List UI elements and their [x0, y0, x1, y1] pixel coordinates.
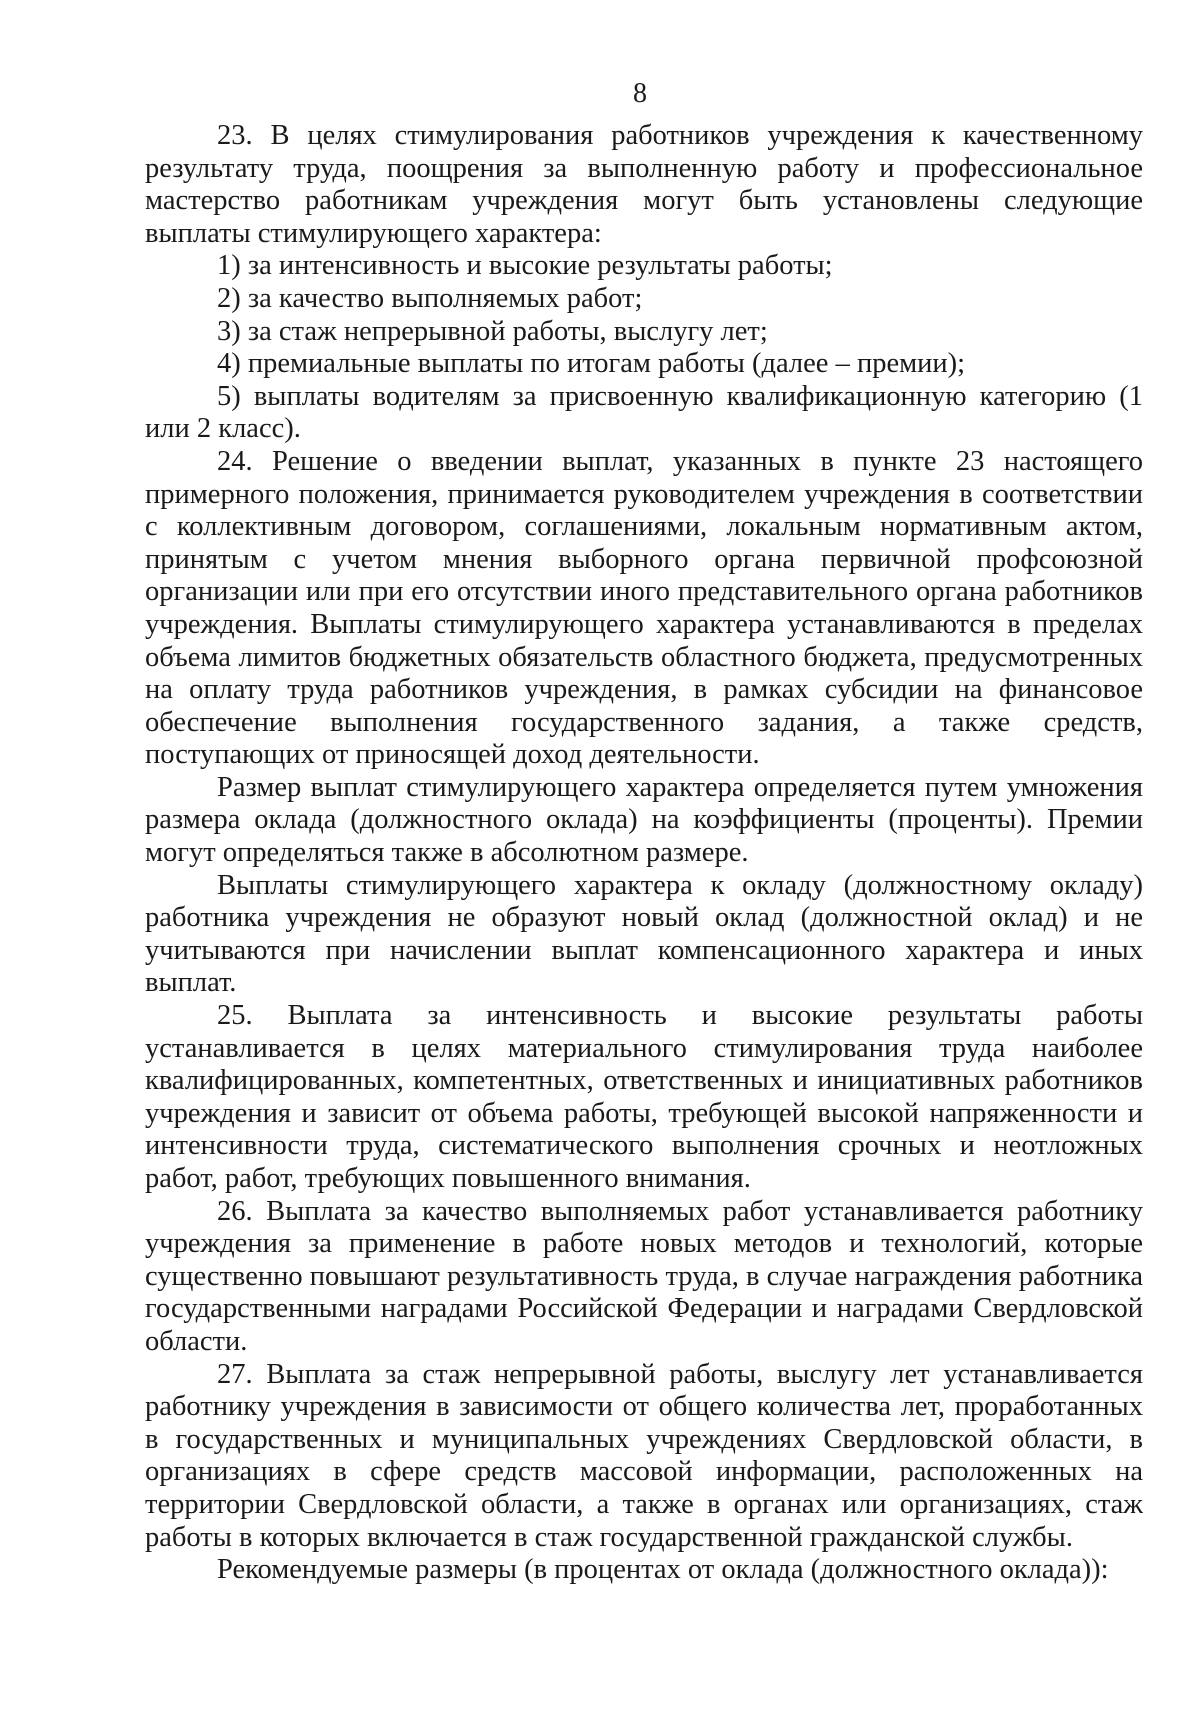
paragraph-27: 27. Выплата за стаж непрерывной работы, выслугу лет устанавливается работнику учреждения в зависимости от общего количества лет, проработанных в государственных и муниципальных учреждениях Свердловской области, в организациях в сфере средств массовой информации, расположенных на территории Свердловской области, а также в органах или организациях, стаж работы в которых включается в стаж государственной гражданской службы.	[145, 1358, 1143, 1553]
list-item-5: 5) выплаты водителям за присвоенную квалификационную категорию (1 или 2 класс).	[145, 380, 1143, 445]
paragraph-recommended-sizes: Рекомендуемые размеры (в процентах от оклада (должностного оклада)):	[217, 1554, 1109, 1586]
list-item-3: 3) за стаж непрерывной работы, выслугу лет;	[217, 315, 768, 347]
paragraph-size-of-payments: Размер выплат стимулирующего характера определяется путем умножения размера оклада (должностного оклада) на коэффициенты (проценты). Премии могут определяться также в абсолютном размере.	[145, 771, 1143, 869]
list-item-2: 2) за качество выполняемых работ;	[217, 282, 643, 314]
list-item-1: 1) за интенсивность и высокие результаты работы;	[217, 250, 833, 282]
paragraph-24: 24. Решение о введении выплат, указанных в пункте 23 настоящего примерного положения, принимается руководителем учреждения в соответствии с коллективным договором, соглашениями, локальным нормативным актом, принятым с учетом мнения выборного органа первичной профсоюзной организации или при его отсутствии иного представительного органа работников учреждения. Выплаты стимулирующего характера устанавливаются в пределах объема лимитов бюджетных обязательств областного бюджета, предусмотренных на оплату труда работников учреждения, в рамках субсидии на финансовое обеспечение выполнения государственного задания, а также средств, поступающих от приносящей доход деятельности.	[145, 445, 1143, 771]
paragraph-payments-not-salary: Выплаты стимулирующего характера к окладу (должностному окладу) работника учреждения не образуют новый оклад (должностной оклад) и не учитываются при начислении выплат компенсационного характера и иных выплат.	[145, 869, 1143, 999]
page-number: 8	[633, 78, 647, 109]
paragraph-26: 26. Выплата за качество выполняемых работ устанавливается работнику учреждения за применение в работе новых методов и технологий, которые существенно повышают результативность труда, в случае награждения работника государственными наградами Российской Федерации и наградами Свердловской области.	[145, 1195, 1143, 1357]
paragraph-25: 25. Выплата за интенсивность и высокие результаты работы устанавливается в целях материального стимулирования труда наиболее квалифицированных, компетентных, ответственных и инициативных работников учреждения и зависит от объема работы, требующей высокой напряженности и интенсивности труда, систематического выполнения срочных и неотложных работ, работ, требующих повышенного внимания.	[145, 1000, 1143, 1194]
paragraph-23-intro: 23. В целях стимулирования работников учреждения к качественному результату труда, поощрения за выполненную работу и профессиональное мастерство работникам учреждения могут быть установлены следующие выплаты стимулирующего характера:	[145, 120, 1143, 249]
document-body	[145, 120, 1143, 1587]
list-item-4: 4) премиальные выплаты по итогам работы (далее – премии);	[217, 348, 966, 380]
